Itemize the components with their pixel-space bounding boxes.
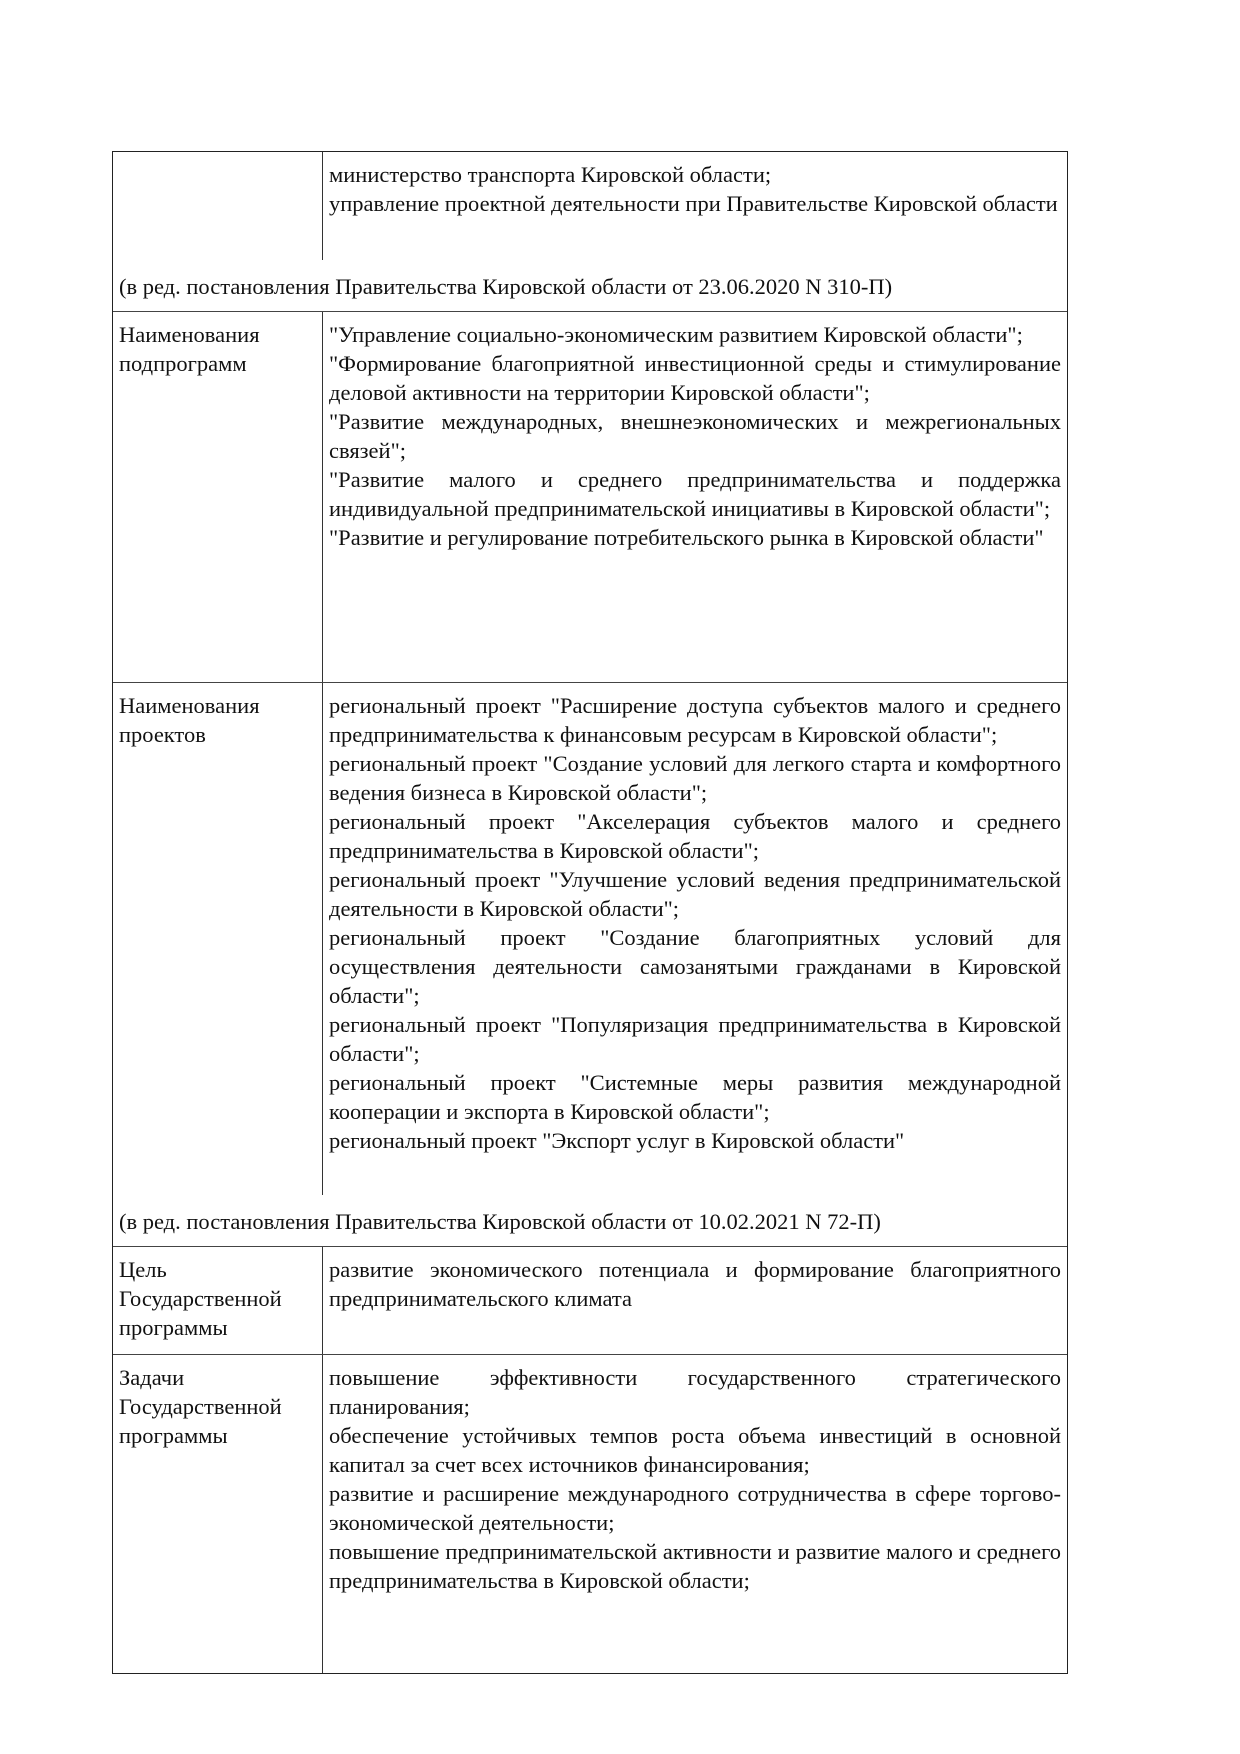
row-content — [322, 1355, 1067, 1673]
row-label: Задачи Государственной программы — [119, 1365, 282, 1448]
amendment-note: (в ред. постановления Правительства Кировской области от 10.02.2021 N 72-П) — [119, 1209, 881, 1234]
table-row-goal — [113, 1246, 1067, 1354]
list-item: региональный проект "Создание условий для легкого старта и комфортного ведения бизнеса в Кировской области"; — [329, 751, 1061, 805]
list-item: региональный проект "Экспорт услуг в Кировской области" — [329, 1128, 905, 1153]
list-item: "Развитие международных, внешнеэкономических и межрегиональных связей"; — [329, 409, 1061, 463]
list-item: региональный проект "Популяризация предпринимательства в Кировской области"; — [329, 1012, 1061, 1066]
list-item: региональный проект "Системные меры развития международной кооперации и экспорта в Кировской области"; — [329, 1070, 1061, 1124]
table-row-subprograms — [113, 311, 1067, 682]
list-item: обеспечение устойчивых темпов роста объема инвестиций в основной капитал за счет всех источников финансирования; — [329, 1423, 1061, 1477]
list-item: региональный проект "Акселерация субъектов малого и среднего предпринимательства в Кировской области"; — [329, 809, 1061, 863]
row-content — [322, 152, 1067, 260]
list-item: региональный проект "Улучшение условий ведения предпринимательской деятельности в Кировской области"; — [329, 867, 1061, 921]
list-item: развитие и расширение международного сотрудничества в сфере торгово-экономической деятельности; — [329, 1481, 1061, 1535]
table-row-responsible — [113, 152, 1067, 260]
row-content — [322, 312, 1067, 682]
amendment-note: (в ред. постановления Правительства Кировской области от 23.06.2020 N 310-П) — [119, 274, 893, 299]
list-item: министерство транспорта Кировской области; — [329, 162, 772, 187]
table-row-projects — [113, 682, 1067, 1195]
row-label: Цель Государственной программы — [119, 1257, 282, 1340]
list-item: региональный проект "Создание благоприятных условий для осуществления деятельности самозанятыми гражданами в Кировской области"; — [329, 925, 1061, 1008]
program-passport-table — [112, 151, 1068, 1674]
row-content — [322, 1247, 1067, 1354]
list-item: "Развитие малого и среднего предпринимательства и поддержка индивидуальной предпринимательской инициативы в Кировской области"; — [329, 467, 1061, 521]
row-content — [322, 683, 1067, 1195]
row-label: Наименования проектов — [119, 693, 260, 747]
list-item: повышение предпринимательской активности и развитие малого и среднего предпринимательства в Кировской области; — [329, 1539, 1061, 1593]
table-row-tasks — [113, 1354, 1067, 1673]
list-item: "Развитие и регулирование потребительского рынка в Кировской области" — [329, 525, 1044, 550]
list-item: региональный проект "Расширение доступа субъектов малого и среднего предпринимательства к финансовым ресурсам в Кировской области"; — [329, 693, 1061, 747]
row-label: Наименования подпрограмм — [119, 322, 260, 376]
list-item: "Управление социально-экономическим развитием Кировской области"; — [329, 322, 1023, 347]
list-item: управление проектной деятельности при Правительстве Кировской области — [329, 191, 1058, 216]
list-item: повышение эффективности государственного стратегического планирования; — [329, 1365, 1061, 1419]
row-label — [113, 152, 322, 260]
list-item: развитие экономического потенциала и формирование благоприятного предпринимательского климата — [329, 1257, 1061, 1311]
list-item: "Формирование благоприятной инвестиционной среды и стимулирование деловой активности на территории Кировской области"; — [329, 351, 1061, 405]
